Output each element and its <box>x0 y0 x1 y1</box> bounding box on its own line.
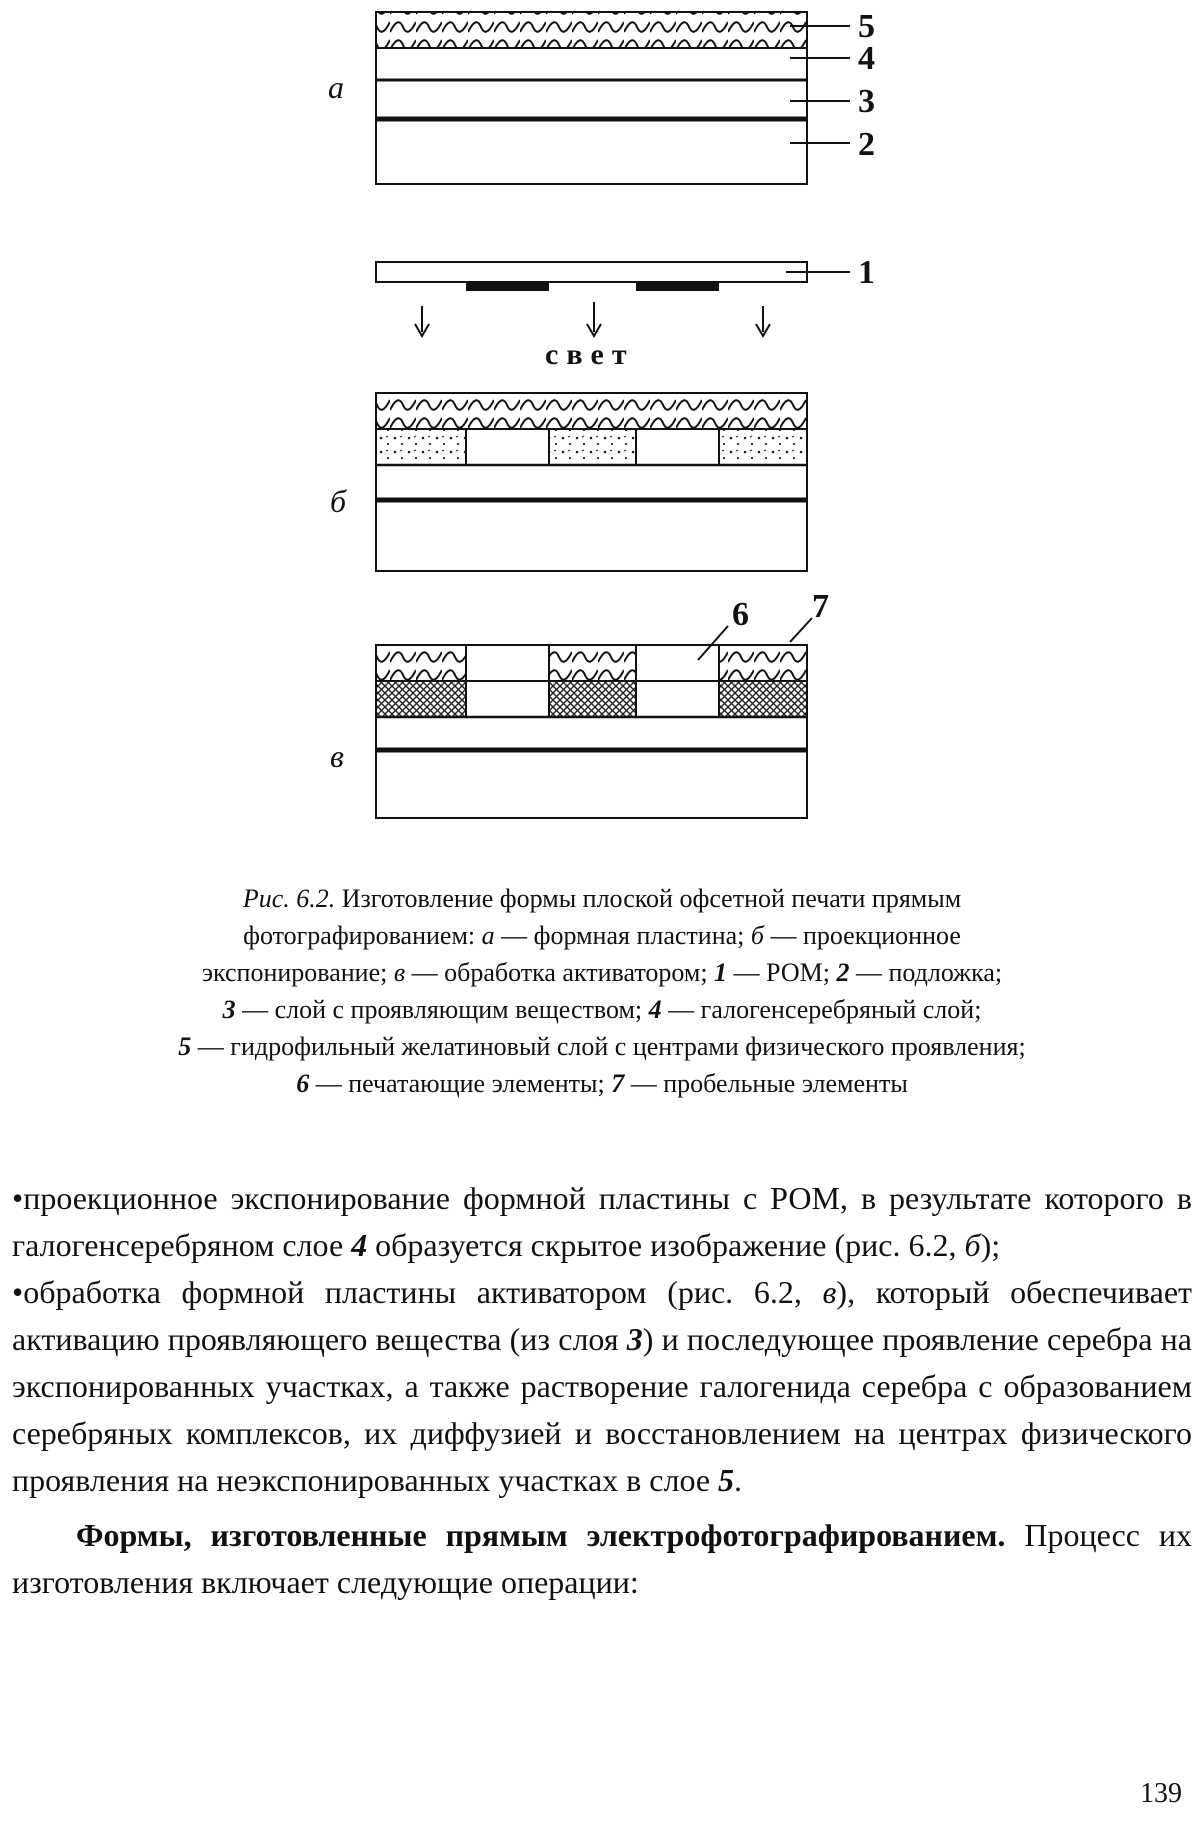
caption-text: — галогенсеребряный слой; <box>661 995 982 1024</box>
figure-6-2 <box>0 0 1204 880</box>
bullet-icon: • <box>12 1274 24 1310</box>
body-text-run: ), который обеспечивает активацию проявляющего вещества (из слоя <box>12 1274 1193 1357</box>
caption-text: — РОМ; <box>727 958 837 987</box>
caption-line-3 <box>30 954 1174 991</box>
caption-text: — подложка; <box>849 958 1003 987</box>
figure-ref-letter: в <box>822 1274 837 1310</box>
light-arrows <box>415 302 770 371</box>
layer-ref-3: 3 <box>626 1321 643 1357</box>
caption-text: — слой с проявляющим веществом; <box>235 995 649 1024</box>
body-text-run: Процесс их изготовления включает следующие операции: <box>12 1517 1193 1600</box>
caption-line-2 <box>30 917 1174 954</box>
caption-text: фотографированием: <box>243 921 482 950</box>
caption-num-6: 6 <box>296 1069 310 1098</box>
caption-line-1 <box>30 880 1174 917</box>
body-text <box>12 1175 1192 1606</box>
layer-ref-5: 5 <box>718 1462 735 1498</box>
caption-fig-ref: Рис. 6.2. <box>242 884 336 913</box>
light-label: свет <box>545 338 635 371</box>
caption-text: — формная пластина; <box>494 921 751 950</box>
body-text-run: . <box>734 1462 743 1498</box>
caption-letter-b: б <box>750 921 764 950</box>
layer-label-7: 7 <box>812 588 829 625</box>
panel-label-v: в <box>330 738 344 774</box>
caption-num-3: 3 <box>222 995 236 1024</box>
bullet-icon: • <box>12 1180 24 1216</box>
figure-caption <box>30 880 1174 1102</box>
page-number: 139 <box>1140 1778 1182 1809</box>
body-text-run: обработка формной пластины активатором (рис. 6.2, <box>23 1274 823 1310</box>
layer-ref-4: 4 <box>351 1227 368 1263</box>
layer-label-3: 3 <box>858 83 875 120</box>
caption-text: — печатающие элементы; <box>309 1069 612 1098</box>
caption-text: — проекционное <box>763 921 961 950</box>
panel-v <box>330 588 829 818</box>
arrow-down-icon <box>415 306 429 336</box>
layer-label-1: 1 <box>858 254 875 291</box>
caption-text: Изготовление формы плоской офсетной печати прямым <box>341 884 962 913</box>
caption-text: — гидрофильный желатиновый слой с центрами физического проявления; <box>191 1032 1026 1061</box>
panel-label-a: а <box>328 69 344 105</box>
caption-line-5 <box>30 1028 1174 1065</box>
bullet-item-2 <box>12 1269 1192 1504</box>
figure-ref-letter: б <box>964 1227 981 1263</box>
body-text-run: проекционное экспонирование формной пластины с РОМ, в результате которого в галогенсеребряном слое <box>12 1180 1192 1263</box>
panel-a <box>328 8 875 184</box>
arrow-down-icon <box>756 306 770 336</box>
panel-label-b: б <box>330 483 347 519</box>
bullet-item-1 <box>12 1175 1192 1269</box>
layer-label-6: 6 <box>732 596 749 633</box>
arrow-down-icon <box>587 302 601 336</box>
body-text-run: образуется скрытое изображение (рис. 6.2, <box>367 1227 965 1263</box>
panel-b <box>330 393 807 571</box>
caption-num-4: 4 <box>648 995 662 1024</box>
caption-num-1: 1 <box>714 958 728 987</box>
caption-text: — пробельные элементы <box>624 1069 908 1098</box>
layer-label-5: 5 <box>858 8 875 45</box>
layer-label-2: 2 <box>858 126 875 163</box>
caption-letter-a: а <box>481 921 495 950</box>
caption-line-6 <box>30 1065 1174 1102</box>
layer-label-4: 4 <box>858 40 875 77</box>
body-text-run: ) и последующее проявление серебра на экспонированных участках, а также растворение галогенида серебра с образованием серебряных комплексов, их диффузией и восстановлением на центрах физического проявления на неэкспонированных участках в слое <box>12 1321 1192 1498</box>
caption-num-7: 7 <box>611 1069 625 1098</box>
caption-num-2: 2 <box>836 958 850 987</box>
caption-num-5: 5 <box>178 1032 192 1061</box>
photomask <box>376 254 875 291</box>
body-text-run: ); <box>980 1227 1001 1263</box>
section-heading-inline: Формы, изготовленные прямым электрофотографированием. <box>76 1517 1006 1553</box>
caption-letter-v: в <box>393 958 406 987</box>
caption-text: экспонирование; <box>201 958 394 987</box>
caption-line-4 <box>30 991 1174 1028</box>
caption-text: — обработка активатором; <box>405 958 715 987</box>
paragraph-electrophoto <box>12 1512 1192 1606</box>
